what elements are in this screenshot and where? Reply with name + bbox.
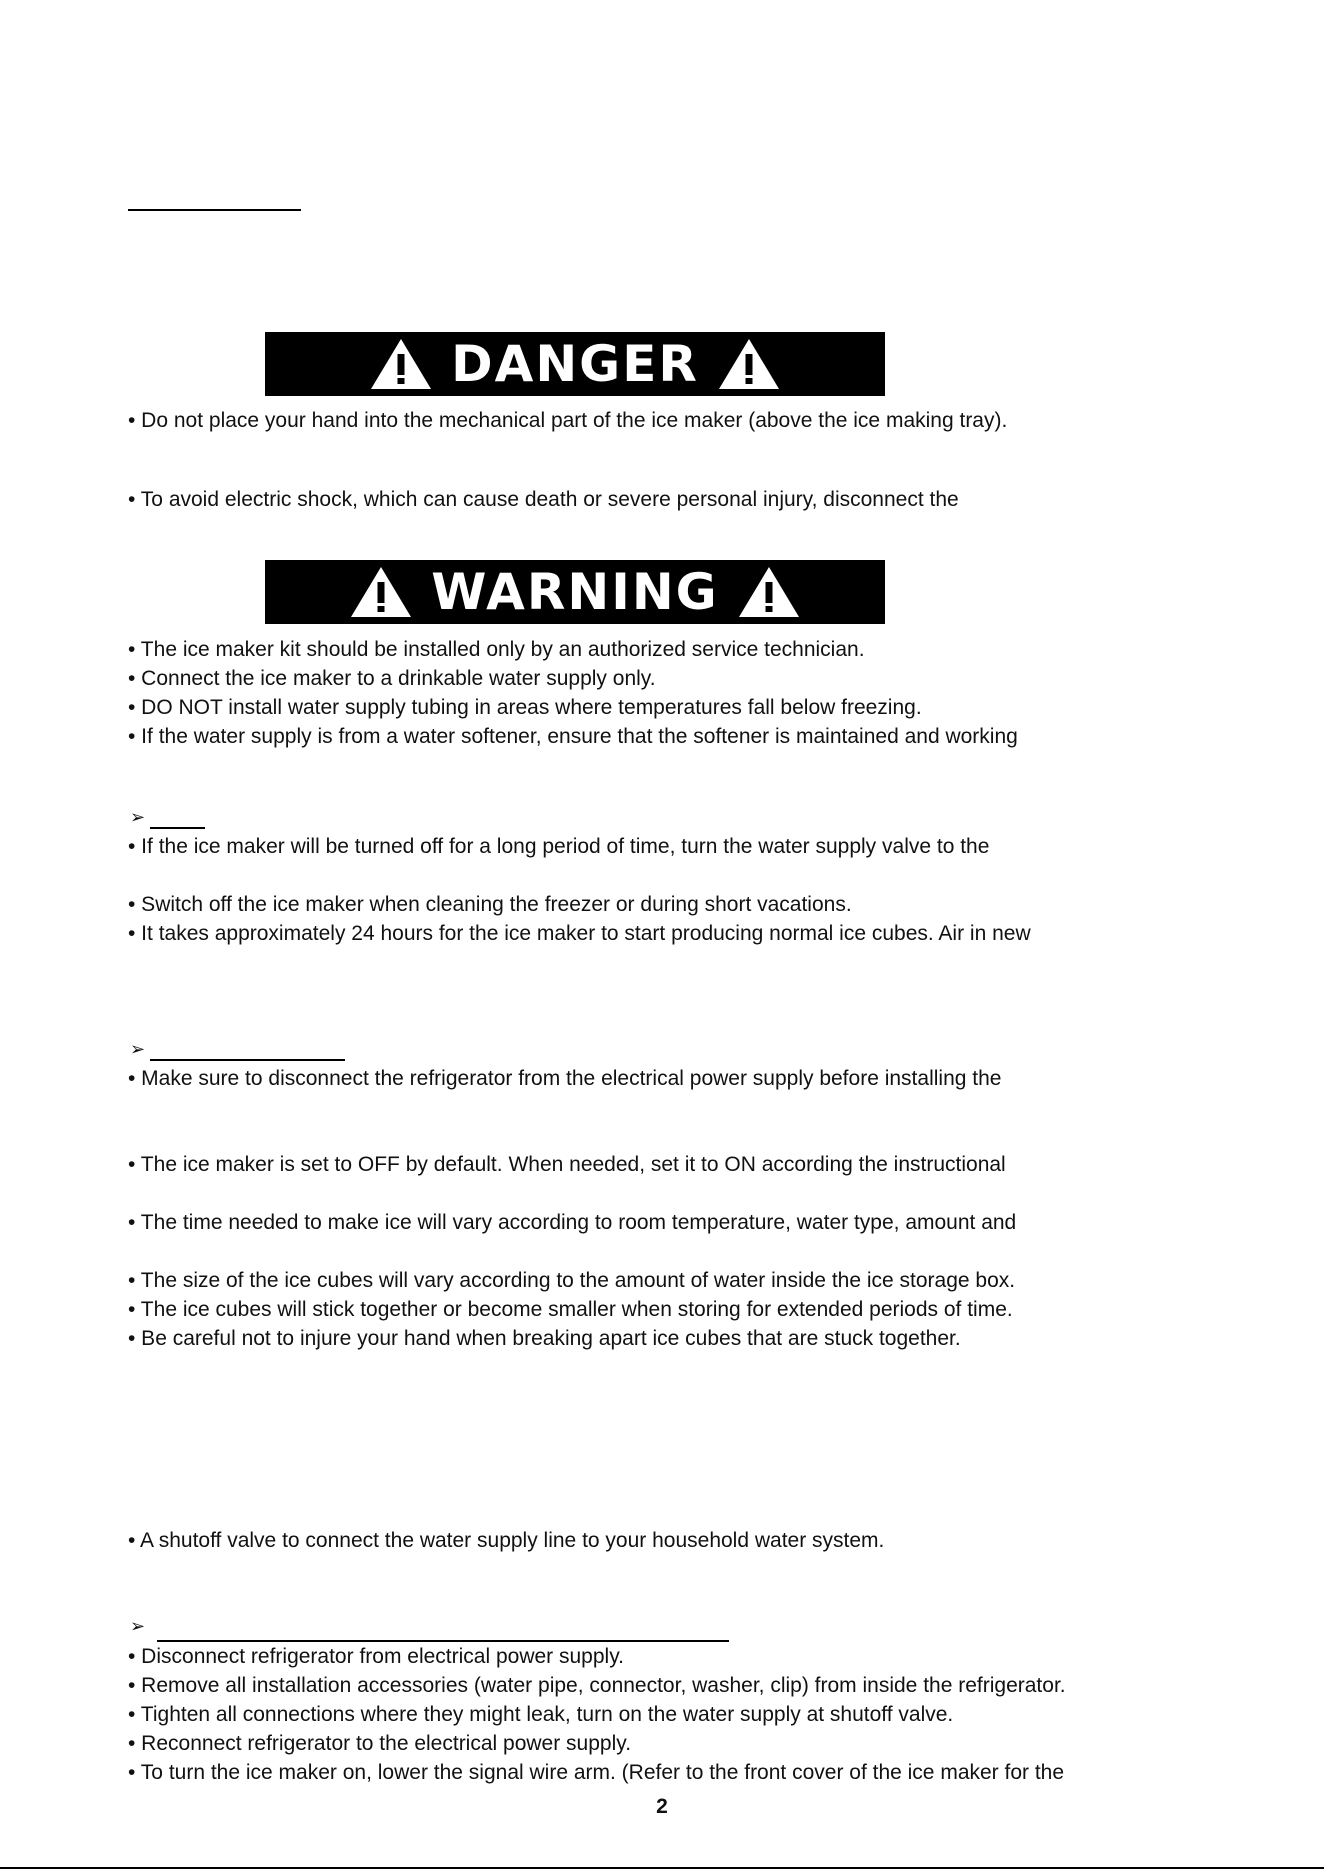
requirement-item: • A shutoff valve to connect the water supply line to your household water system. [128,1529,885,1552]
danger-item: • Do not place your hand into the mechanical part of the ice maker (above the ice making tray). [128,409,1008,432]
section-item: • Reconnect refrigerator to the electrical power supply. [128,1732,632,1755]
footer-rule [0,1867,1324,1869]
section-item: • Switch off the ice maker when cleaning the freezer or during short vacations. [128,893,852,916]
section-item: • If the ice maker will be turned off for a long period of time, turn the water supply valve to the [128,835,990,858]
section-heading-underline [150,827,205,829]
section-item: • To turn the ice maker on, lower the signal wire arm. (Refer to the front cover of the ice maker for the [128,1761,1065,1784]
warning-triangle-icon [349,565,413,619]
danger-label: DANGER [451,335,699,393]
warning-item: • DO NOT install water supply tubing in areas where temperatures fall below freezing. [128,696,922,719]
arrow-bullet-icon: ➢ [130,1039,146,1060]
arrow-bullet-icon: ➢ [130,1616,146,1637]
warning-triangle-icon [737,565,801,619]
section-item: • It takes approximately 24 hours for the ice maker to start producing normal ice cubes. Air in new [128,922,1031,945]
section-item: • The ice maker is set to OFF by default. When needed, set it to ON according the instructional [128,1153,1006,1176]
section-item: • The time needed to make ice will vary according to room temperature, water type, amount and [128,1211,1017,1234]
warning-triangle-icon [717,337,781,391]
heading-underline [128,209,301,211]
warning-triangle-icon [369,337,433,391]
section-item: • Disconnect refrigerator from electrical power supply. [128,1645,624,1668]
warning-item: • The ice maker kit should be installed only by an authorized service technician. [128,638,865,661]
section-heading-underline [150,1059,345,1061]
section-heading-underline [157,1640,729,1642]
danger-item: • To avoid electric shock, which can cause death or severe personal injury, disconnect the [128,488,959,511]
section-item: • The ice cubes will stick together or become smaller when storing for extended periods of time. [128,1298,1013,1321]
section-item: • Be careful not to injure your hand when breaking apart ice cubes that are stuck together. [128,1327,961,1350]
section-item: • Tighten all connections where they might leak, turn on the water supply at shutoff valve. [128,1703,954,1726]
warning-item: • If the water supply is from a water softener, ensure that the softener is maintained and working [128,725,1018,748]
section-item: • The size of the ice cubes will vary according to the amount of water inside the ice storage box. [128,1269,1016,1292]
warning-item: • Connect the ice maker to a drinkable water supply only. [128,667,656,690]
warning-banner [265,560,885,624]
warning-label: WARNING [431,563,719,621]
section-item: • Make sure to disconnect the refrigerator from the electrical power supply before installing the [128,1067,1002,1090]
arrow-bullet-icon: ➢ [130,807,146,828]
section-item: • Remove all installation accessories (water pipe, connector, washer, clip) from inside the refrigerator. [128,1674,1066,1697]
danger-banner [265,332,885,396]
page-number: 2 [656,1795,668,1818]
